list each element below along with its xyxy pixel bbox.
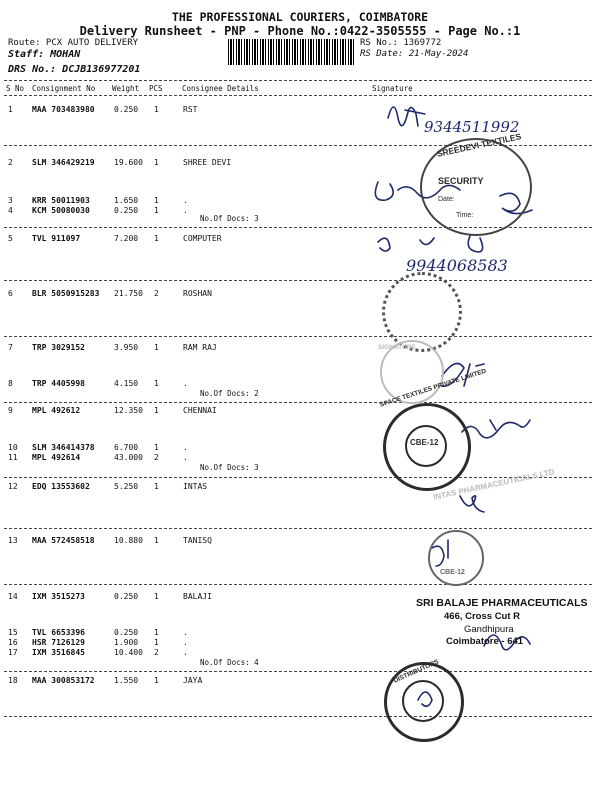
row-consignment: SLM 346429219 <box>32 158 95 167</box>
row-details: JAYA <box>183 676 203 685</box>
row-sno: 13 <box>8 536 18 545</box>
row-pcs: 1 <box>154 482 159 491</box>
signature-row12 <box>460 496 484 512</box>
row-weight: 0.250 <box>114 105 139 114</box>
intas-stamp-text: INTAS PHARMACEUTICALS LTD <box>432 467 556 502</box>
row-consignment: TVL 6653396 <box>32 628 85 637</box>
rs-number: RS No.: 1369772 <box>360 38 442 48</box>
row-sno: 8 <box>8 379 13 388</box>
row-weight: 0.250 <box>114 206 139 215</box>
row-sno: 3 <box>8 196 13 205</box>
signature-row5 <box>378 236 483 252</box>
row-weight: 5.250 <box>114 482 139 491</box>
row-weight: 3.950 <box>114 343 139 352</box>
rs-date: RS Date: 21-May-2024 <box>360 49 469 59</box>
row-pcs: 2 <box>154 648 159 657</box>
row-sno: 7 <box>8 343 13 352</box>
row-consignment: BLR 5050915283 <box>32 289 100 298</box>
row-weight: 1.550 <box>114 676 139 685</box>
row-details: RST <box>183 105 198 114</box>
row-consignment: MAA 572458518 <box>32 536 95 545</box>
row-pcs: 1 <box>154 105 159 114</box>
space-textiles-stamp-text: SPACE TEXTILES PRIVATE LIMITED <box>378 367 488 409</box>
row-details: SHREE DEVI <box>183 158 232 167</box>
staff-label: Staff: MOHAN <box>8 49 81 60</box>
row-sno: 6 <box>8 289 13 298</box>
row-details: ROSHAN <box>183 289 212 298</box>
row-consignment: MAA 703483980 <box>32 105 95 114</box>
row-consignment: KCM 50080030 <box>32 206 90 215</box>
row-sno: 17 <box>8 648 18 657</box>
row-weight: 0.250 <box>114 592 139 601</box>
row-sno: 1 <box>8 105 13 114</box>
row-weight: 12.350 <box>114 406 143 415</box>
tanisq-stamp <box>428 530 484 586</box>
row-pcs: 1 <box>154 196 159 205</box>
row-consignment: MAA 300853172 <box>32 676 95 685</box>
row-consignment: KRR 50011903 <box>32 196 90 205</box>
no-of-docs: No.Of Docs: 2 <box>200 389 259 398</box>
row-weight: 6.700 <box>114 443 139 452</box>
tanisq-stamp-code: CBE-12 <box>440 569 465 576</box>
row-pcs: 1 <box>154 536 159 545</box>
row-details: . <box>183 648 188 657</box>
stamp-date-text: Date: <box>438 196 455 203</box>
row-weight: 43.000 <box>114 453 143 462</box>
row-weight: 7.200 <box>114 234 139 243</box>
row-details: BALAJI <box>183 592 212 601</box>
row-pcs: 1 <box>154 406 159 415</box>
stamp-security-text: SECURITY <box>438 176 484 186</box>
row-details: CHENNAI <box>183 406 217 415</box>
row-sno: 11 <box>8 453 18 462</box>
row-details: COMPUTER <box>183 234 222 243</box>
row-pcs: 1 <box>154 443 159 452</box>
drs-number: DRS No.: DCJB136977201 <box>8 64 141 75</box>
row-weight: 4.150 <box>114 379 139 388</box>
row-details: INTAS <box>183 482 208 491</box>
row-details: RAM RAJ <box>183 343 217 352</box>
row-pcs: 1 <box>154 234 159 243</box>
row-sno: 4 <box>8 206 13 215</box>
row-consignment: HSR 7126129 <box>32 638 85 647</box>
jaya-stamp-text: DISTRIBUTORS <box>392 658 440 685</box>
row-consignment: EDQ 13553602 <box>32 482 90 491</box>
row-consignment: TRP 4405998 <box>32 379 85 388</box>
runsheet-subtitle: Delivery Runsheet - PNP - Phone No.:0422-3505555 - Page No.:1 <box>79 24 521 38</box>
row-consignment: MPL 492612 <box>32 406 81 415</box>
row-pcs: 1 <box>154 628 159 637</box>
row-details: TANISQ <box>183 536 212 545</box>
row-consignment: IXM 3516845 <box>32 648 85 657</box>
round-seal-stamp <box>382 272 462 352</box>
row-weight: 1.900 <box>114 638 139 647</box>
row-sno: 9 <box>8 406 13 415</box>
handwritten-phone: 9944068583 <box>406 256 508 275</box>
sreedevi-stamp-text: SREEDEVI TEXTILES <box>435 131 523 159</box>
row-sno: 12 <box>8 482 18 491</box>
col-pcs: PCS <box>149 84 163 93</box>
row-pcs: 1 <box>154 158 159 167</box>
row-details: . <box>183 453 188 462</box>
row-pcs: 1 <box>154 343 159 352</box>
no-of-docs: No.Of Docs: 4 <box>200 658 259 667</box>
row-sno: 18 <box>8 676 18 685</box>
company-title: THE PROFESSIONAL COURIERS, COIMBATORE <box>171 10 429 24</box>
row-pcs: 1 <box>154 379 159 388</box>
col-signature: Signature <box>372 84 413 93</box>
row-weight: 19.600 <box>114 158 143 167</box>
row-weight: 21.750 <box>114 289 143 298</box>
row-pcs: 1 <box>154 206 159 215</box>
row-consignment: SLM 346414378 <box>32 443 95 452</box>
row-pcs: 1 <box>154 676 159 685</box>
signature-row11 <box>462 420 530 438</box>
faint-stamp-text: SIGNATURE <box>378 344 416 351</box>
row-sno: 16 <box>8 638 18 647</box>
row-details: . <box>183 443 188 452</box>
balaje-stamp-area: Gandhipura <box>464 624 514 635</box>
row-pcs: 2 <box>154 289 159 298</box>
row-consignment: MPL 492614 <box>32 453 81 462</box>
stamp-time-text: Time: <box>456 212 474 219</box>
row-sno: 5 <box>8 234 13 243</box>
balaje-stamp-name: SRI BALAJE PHARMACEUTICALS <box>416 597 588 609</box>
balaje-stamp-address: 466, Cross Cut R <box>444 611 521 622</box>
row-pcs: 2 <box>154 453 159 462</box>
row-details: . <box>183 379 188 388</box>
handwritten-phone: 9344511992 <box>424 118 520 136</box>
no-of-docs: No.Of Docs: 3 <box>200 463 259 472</box>
row-sno: 10 <box>8 443 18 452</box>
row-details: . <box>183 206 188 215</box>
row-sno: 15 <box>8 628 18 637</box>
col-consignment: Consignment No <box>32 84 96 93</box>
row-pcs: 1 <box>154 638 159 647</box>
space-textiles-stamp-code: CBE-12 <box>410 438 439 447</box>
row-weight: 1.650 <box>114 196 139 205</box>
no-of-docs: No.Of Docs: 3 <box>200 214 259 223</box>
signature-row1 <box>388 107 425 126</box>
row-consignment: TRP 3029152 <box>32 343 85 352</box>
balaje-stamp-city: Coimbatore - 641 <box>446 636 524 647</box>
row-details: . <box>183 196 188 205</box>
row-sno: 14 <box>8 592 18 601</box>
row-sno: 2 <box>8 158 13 167</box>
col-weight: Weight <box>112 84 140 93</box>
row-weight: 10.880 <box>114 536 143 545</box>
row-pcs: 1 <box>154 592 159 601</box>
jaya-distributors-stamp-inner <box>402 680 444 722</box>
row-weight: 10.400 <box>114 648 143 657</box>
row-weight: 0.250 <box>114 628 139 637</box>
route-label: Route: PCX AUTO DELIVERY <box>8 38 139 48</box>
row-details: . <box>183 628 188 637</box>
row-details: . <box>183 638 188 647</box>
col-sno: S No <box>6 84 25 93</box>
col-consignee-details: Consignee Details <box>182 84 259 93</box>
row-consignment: IXM 3515273 <box>32 592 85 601</box>
row-consignment: TVL 911097 <box>32 234 81 243</box>
